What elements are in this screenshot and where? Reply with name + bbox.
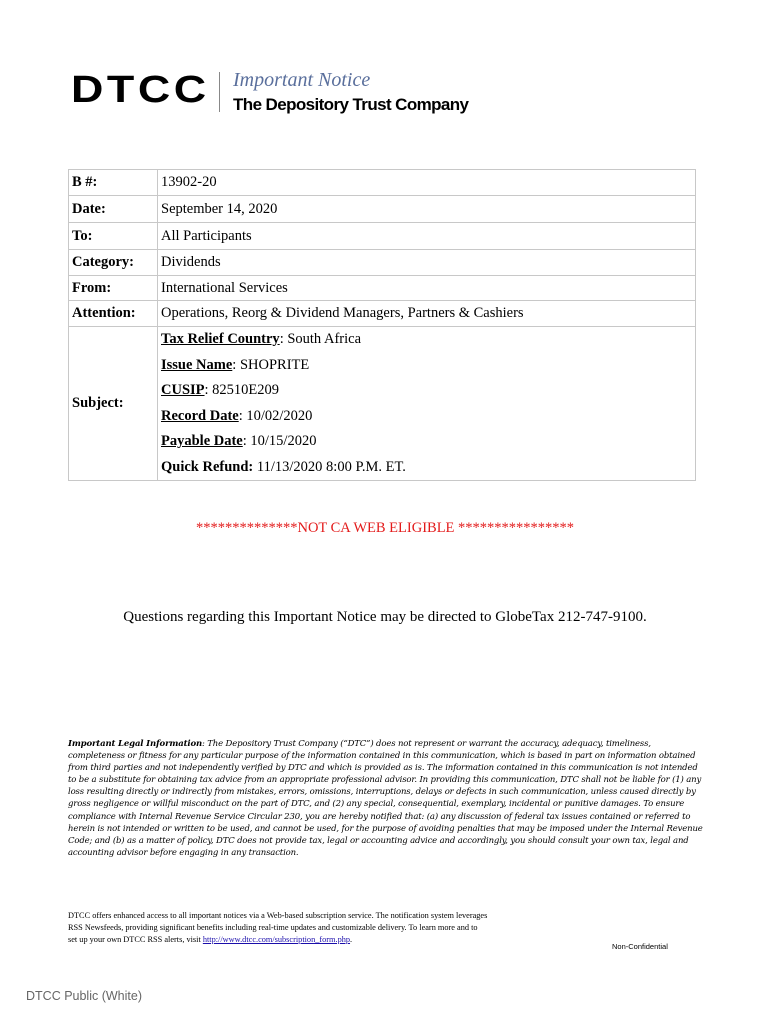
subject-label: Subject: — [69, 327, 158, 481]
subject-details — [158, 327, 696, 481]
classification-label: DTCC Public (White) — [26, 989, 142, 1003]
issue-name — [161, 353, 695, 379]
notice-subtitle: The Depository Trust Company — [233, 95, 469, 114]
b-number-value: 13902-20 — [158, 170, 696, 196]
to-value: All Participants — [158, 223, 696, 250]
tax-relief-country-value: : South Africa — [279, 331, 362, 347]
quick-refund-value: 11/13/2020 8:00 P.M. ET. — [253, 458, 406, 475]
logo-divider — [219, 72, 220, 112]
subscription-text: DTCC offers enhanced access to all important notices via a Web-based subscription service. The notification system leverages RSS Newsfeeds, providing significant benefits including real-time updates and customizable delivery. To learn more and to set up your own DTCC RSS alerts, visit — [68, 911, 488, 944]
cusip — [161, 378, 695, 404]
record-date-label: Record Date — [161, 407, 239, 424]
subscription-period: . — [350, 934, 353, 944]
cusip-label: CUSIP — [161, 382, 205, 398]
notice-info-table — [68, 169, 696, 481]
category-value: Dividends — [158, 250, 696, 276]
notice-title: Important Notice — [233, 69, 371, 91]
date-label: Date: — [69, 196, 158, 223]
payable-date-value: : 10/15/2020 — [242, 433, 317, 449]
record-date-value: : 10/02/2020 — [238, 407, 313, 424]
from-value: International Services — [158, 276, 696, 301]
payable-date-label: Payable Date — [161, 433, 243, 449]
legal-heading: Important Legal Information — [68, 739, 203, 749]
category-label: Category: — [69, 250, 158, 276]
subscription-link[interactable]: http://www.dtcc.com/subscription_form.php — [202, 934, 351, 944]
quick-refund — [161, 455, 695, 481]
subscription-notice — [68, 910, 488, 945]
issue-name-value: : SHOPRITE — [232, 356, 310, 373]
date-value: September 14, 2020 — [158, 196, 696, 223]
attention-value: Operations, Reorg & Dividend Managers, Partners & Cashiers — [158, 301, 696, 327]
dtcc-logo: DTCC — [71, 69, 210, 111]
cusip-value: : 82510E209 — [204, 382, 280, 398]
record-date — [161, 404, 695, 430]
issue-name-label: Issue Name — [161, 356, 233, 373]
non-confidential-label: Non-Confidential — [612, 942, 668, 951]
to-label: To: — [69, 223, 158, 250]
tax-relief-country — [161, 327, 695, 353]
b-number-label: B #: — [69, 170, 158, 196]
attention-label: Attention: — [69, 301, 158, 327]
payable-date — [161, 429, 695, 455]
eligibility-banner: **************NOT CA WEB ELIGIBLE **************** — [195, 520, 575, 536]
tax-relief-country-label: Tax Relief Country — [161, 331, 280, 347]
questions-contact: Questions regarding this Important Notice may be directed to GlobeTax 212-747-9100. — [123, 609, 647, 625]
quick-refund-label: Quick Refund: — [161, 458, 254, 475]
legal-body: : The Depository Trust Company (“DTC”) does not represent or warrant the accuracy, adequacy, timeliness, completeness or fitness for any particular purpose of the information contained in this communication, which is based in part on information obtained from third parties and not independently verified by DTC and which is provided as is. The information contained in this communication is not intended to be a substitute for obtaining tax advice from an appropriate professional advisor. In providing this communication, DTC shall not be liable for (1) any loss resulting directly or indirectly from mistakes, errors, omissions, interruptions, delays or defects in such communication, unless caused directly by gross negligence or willful misconduct on the part of DTC, and (2) any special, consequential, exemplary, incidental or punitive damages. To ensure compliance with Internal Revenue Service Circular 230, you are hereby notified that: (a) any discussion of federal tax issues contained or referred to herein is not intended or written to be used, and cannot be used, for the purpose of avoiding penalties that may be imposed under the Internal Revenue Code; and (b) as a matter of policy, DTC does not provide tax, legal or accounting advice and accordingly, you should consult your own tax, legal and accounting advisor before engaging in any transaction. — [68, 739, 703, 858]
from-label: From: — [69, 276, 158, 301]
legal-information — [68, 738, 708, 859]
